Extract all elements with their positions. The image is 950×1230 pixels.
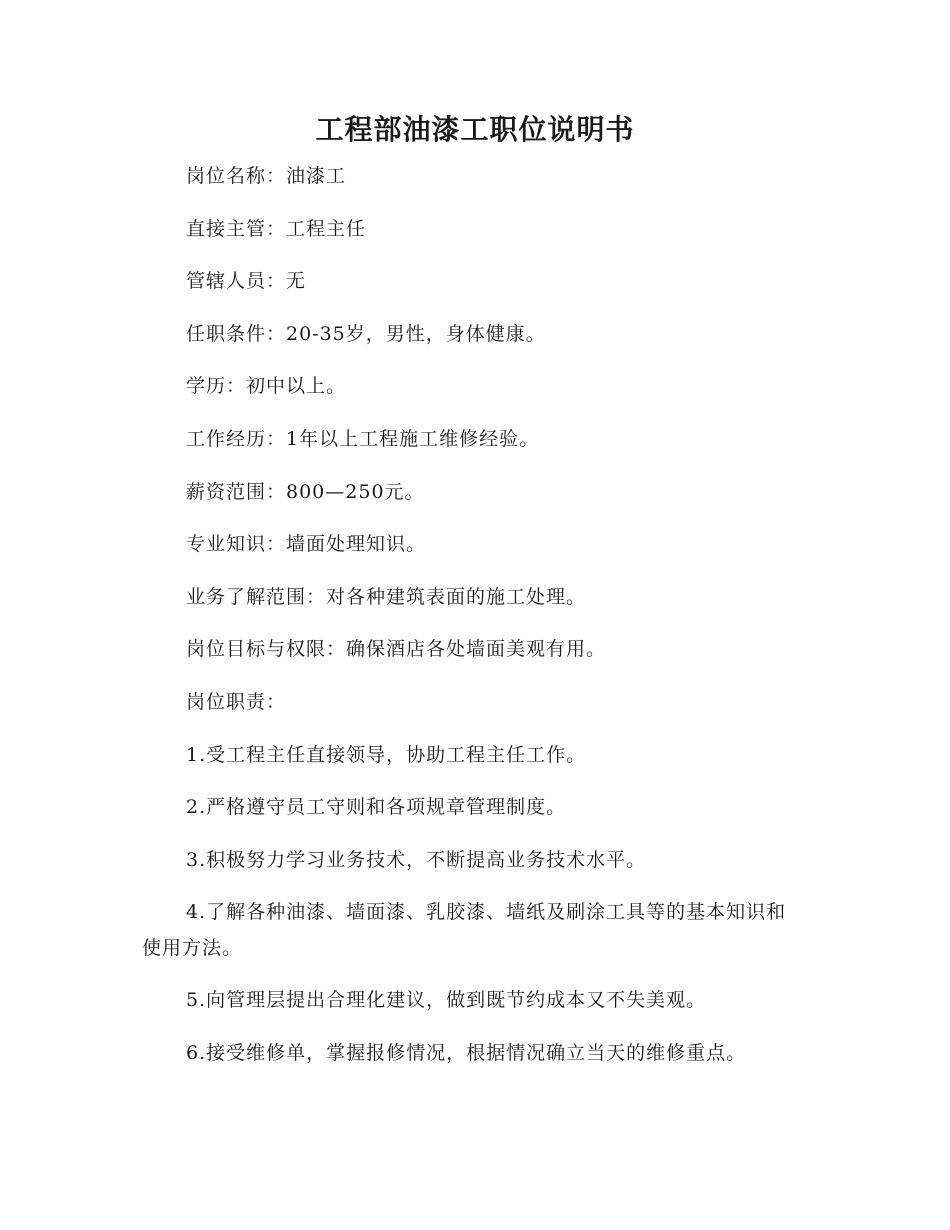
paragraph-duty-4: 4.了解各种油漆、墙面漆、乳胶漆、墙纸及刷涂工具等的基本知识和使用方法。 [142, 901, 787, 960]
paragraph-goals-authority: 岗位目标与权限：确保酒店各处墙面美观有用。 [186, 638, 607, 661]
paragraph-work-experience: 工作经历：1年以上工程施工维修经验。 [186, 427, 540, 450]
document-body [142, 162, 802, 1092]
document-title: 工程部油漆工职位说明书 [315, 113, 635, 146]
paragraph-direct-supervisor: 直接主管：工程主任 [186, 217, 367, 240]
paragraph-business-scope: 业务了解范围：对各种建筑表面的施工处理。 [186, 585, 587, 608]
paragraph-duty-2: 2.严格遵守员工守则和各项规章管理制度。 [186, 796, 567, 819]
paragraph-requirements: 任职条件：20-35岁，男性，身体健康。 [186, 322, 546, 345]
paragraph-salary-range: 薪资范围：800—250元。 [186, 480, 425, 503]
paragraph-subordinates: 管辖人员：无 [186, 270, 307, 293]
paragraph-duty-6: 6.接受维修单，掌握报修情况，根据情况确立当天的维修重点。 [186, 1041, 747, 1064]
paragraph-education: 学历：初中以上。 [186, 375, 347, 398]
paragraph-duty-3: 3.积极努力学习业务技术，不断提高业务技术水平。 [186, 848, 647, 871]
paragraph-professional-knowledge: 专业知识：墙面处理知识。 [186, 533, 427, 556]
paragraph-duty-1: 1.受工程主任直接领导，协助工程主任工作。 [186, 743, 587, 766]
paragraph-duty-5: 5.向管理层提出合理化建议，做到既节约成本又不失美观。 [186, 989, 707, 1012]
paragraph-duties-heading: 岗位职责： [186, 690, 287, 713]
paragraph-position-name: 岗位名称：油漆工 [186, 165, 347, 187]
